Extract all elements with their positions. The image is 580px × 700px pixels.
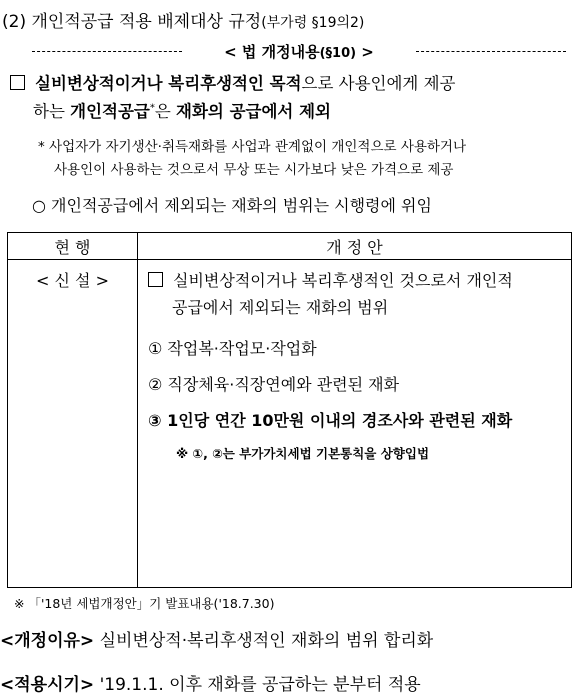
new-provision-label: < 신 설 >	[36, 271, 109, 290]
law-change-header-close: >	[356, 43, 374, 61]
proposal-sub-note: ※ ①, ②는 부가가치세법 기본통칙을 상향입법	[176, 446, 430, 461]
section-title-main: (2) 개인적공급 적용 배제대상 규정	[2, 12, 262, 32]
delegation-bullet: ○ 개인적공급에서 제외되는 재화의 범위는 시행령에 위임	[32, 196, 432, 215]
dashed-rule-right	[416, 51, 566, 52]
proposal-cell	[138, 260, 572, 588]
current-cell	[8, 260, 138, 588]
section-title-sub: (부가령 §19의2)	[261, 15, 365, 31]
law-change-line-1	[10, 70, 570, 94]
law-change-mid-2: 은	[154, 102, 177, 121]
law-change-line-2	[33, 98, 580, 122]
effective-date-text: '19.1.1. 이후 재화를 공급하는 분부터 적용	[94, 675, 421, 695]
checkbox-square-icon	[148, 272, 163, 287]
effective-date	[0, 670, 421, 695]
law-change-pre-2: 하는	[33, 102, 71, 121]
checkbox-square-icon	[10, 75, 25, 90]
comparison-table	[7, 232, 572, 588]
law-change-header	[32, 41, 566, 61]
header-proposal: 개 정 안	[138, 233, 572, 260]
law-change-header-text: < 법 개정내용	[224, 43, 320, 61]
proposal-line-2: 공급에서 제외되는 재화의 범위	[172, 298, 389, 317]
law-change-bold-2: 개인적공급	[70, 102, 150, 121]
header-current: 현 행	[8, 233, 138, 260]
revision-reason-text: 실비변상적·복리후생적인 재화의 범위 합리화	[94, 631, 434, 651]
law-change-bold-3: 재화의 공급에서 제외	[176, 102, 331, 121]
law-change-header-ref: (§10)	[319, 46, 357, 61]
note-line-2: 사용인이 사용하는 것으로서 무상 또는 시가보다 낮은 가격으로 제공	[54, 162, 454, 178]
footnote-star: *	[149, 102, 155, 114]
law-change-bold-1: 실비변상적이거나 복리후생적인 목적	[35, 74, 302, 93]
law-change-rest-1: 으로 사용인에게 제공	[301, 74, 456, 93]
revision-reason	[0, 626, 433, 651]
proposal-item-2: ② 직장체육·직장연예와 관련된 재화	[148, 375, 400, 394]
announcement-footnote: ※ 「'18년 세법개정안」기 발표내용('18.7.30)	[14, 596, 275, 611]
proposal-item-1: ① 작업복·작업모·작업화	[148, 339, 317, 358]
proposal-item-3: ③ 1인당 연간 10만원 이내의 경조사와 관련된 재화	[148, 411, 513, 430]
effective-date-label: <적용시기>	[0, 675, 95, 695]
revision-reason-label: <개정이유>	[0, 631, 95, 651]
note-line-1: * 사업자가 자기생산·취득재화를 사업과 관계없이 개인적으로 사용하거나	[38, 139, 467, 155]
proposal-line-1: 실비변상적이거나 복리후생적인 것으로서 개인적	[148, 268, 513, 291]
section-title	[2, 7, 364, 32]
